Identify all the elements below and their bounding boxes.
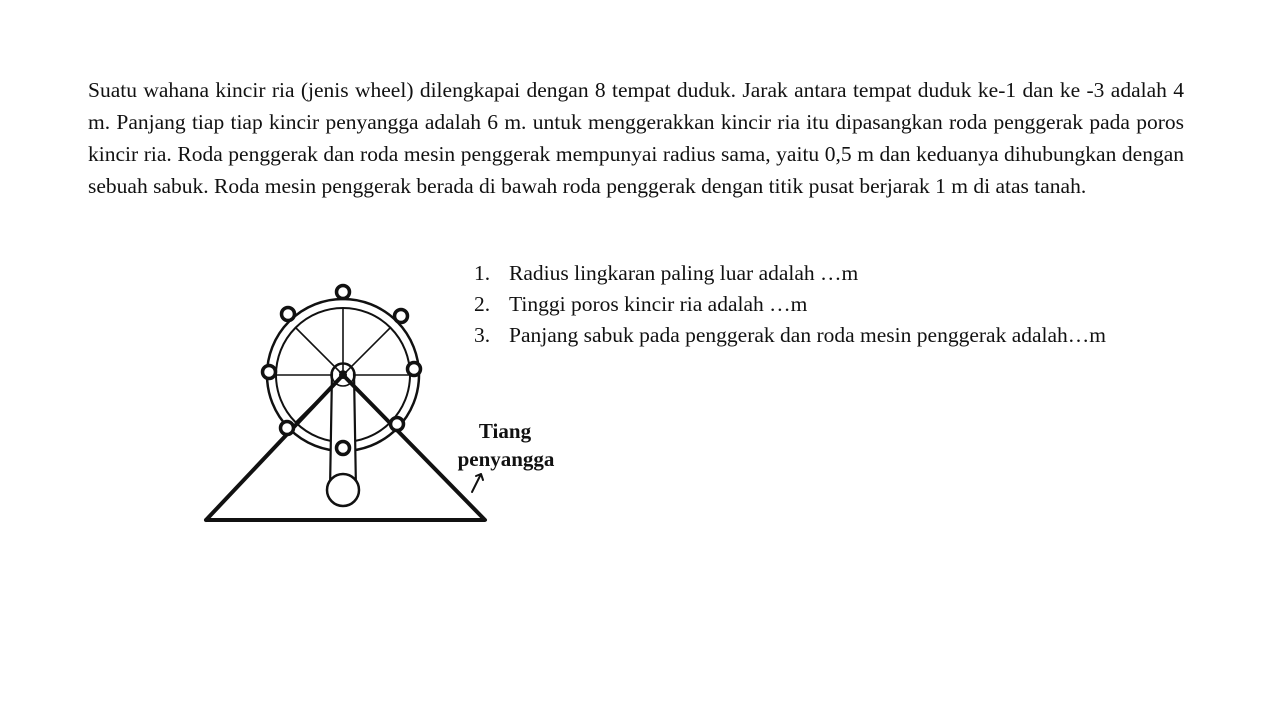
question-number: 3. xyxy=(474,323,491,347)
ferris-wheel-figure xyxy=(160,240,600,540)
seat-lower-right xyxy=(391,418,404,431)
arrow-icon xyxy=(472,474,483,492)
seat-right xyxy=(408,363,421,376)
seat-upper-right xyxy=(395,310,408,323)
seat-upper-left xyxy=(282,308,295,321)
ferris-wheel-diagram xyxy=(160,240,600,540)
seat-lower-left xyxy=(281,422,294,435)
motor-wheel xyxy=(327,474,359,506)
problem-statement: Suatu wahana kincir ria (jenis wheel) dilengkapai dengan 8 tempat duduk. Jarak antara tempat duduk ke-1 dan ke -3 adalah 4 m. Panjang tiap tiap kincir penyangga adalah 6 m. untuk menggerakkan kincir ria itu dipasangkan roda penggerak pada poros kincir ria. Roda penggerak dan roda mesin penggerak mempunyai radius sama, yaitu 0,5 m dan keduanya dihubungkan dengan sebuah sabuk. Roda mesin penggerak berada di bawah roda penggerak dengan titik pusat berjarak 1 m di atas tanah. xyxy=(88,78,1184,198)
question-text: Panjang sabuk pada penggerak dan roda mesin penggerak adalah…m xyxy=(509,323,1107,347)
seat-top xyxy=(337,286,350,299)
seat-left xyxy=(263,366,276,379)
question-text: Tinggi poros kincir ria adalah …m xyxy=(509,292,808,316)
support-label-line1: Tiang xyxy=(478,419,532,443)
support-label-line2: penyangga xyxy=(457,447,555,471)
question-text: Radius lingkaran paling luar adalah …m xyxy=(509,261,859,285)
question-number: 1. xyxy=(474,261,491,285)
question-number: 2. xyxy=(474,292,491,316)
seat-bottom xyxy=(337,442,350,455)
frame-apex xyxy=(339,371,347,379)
